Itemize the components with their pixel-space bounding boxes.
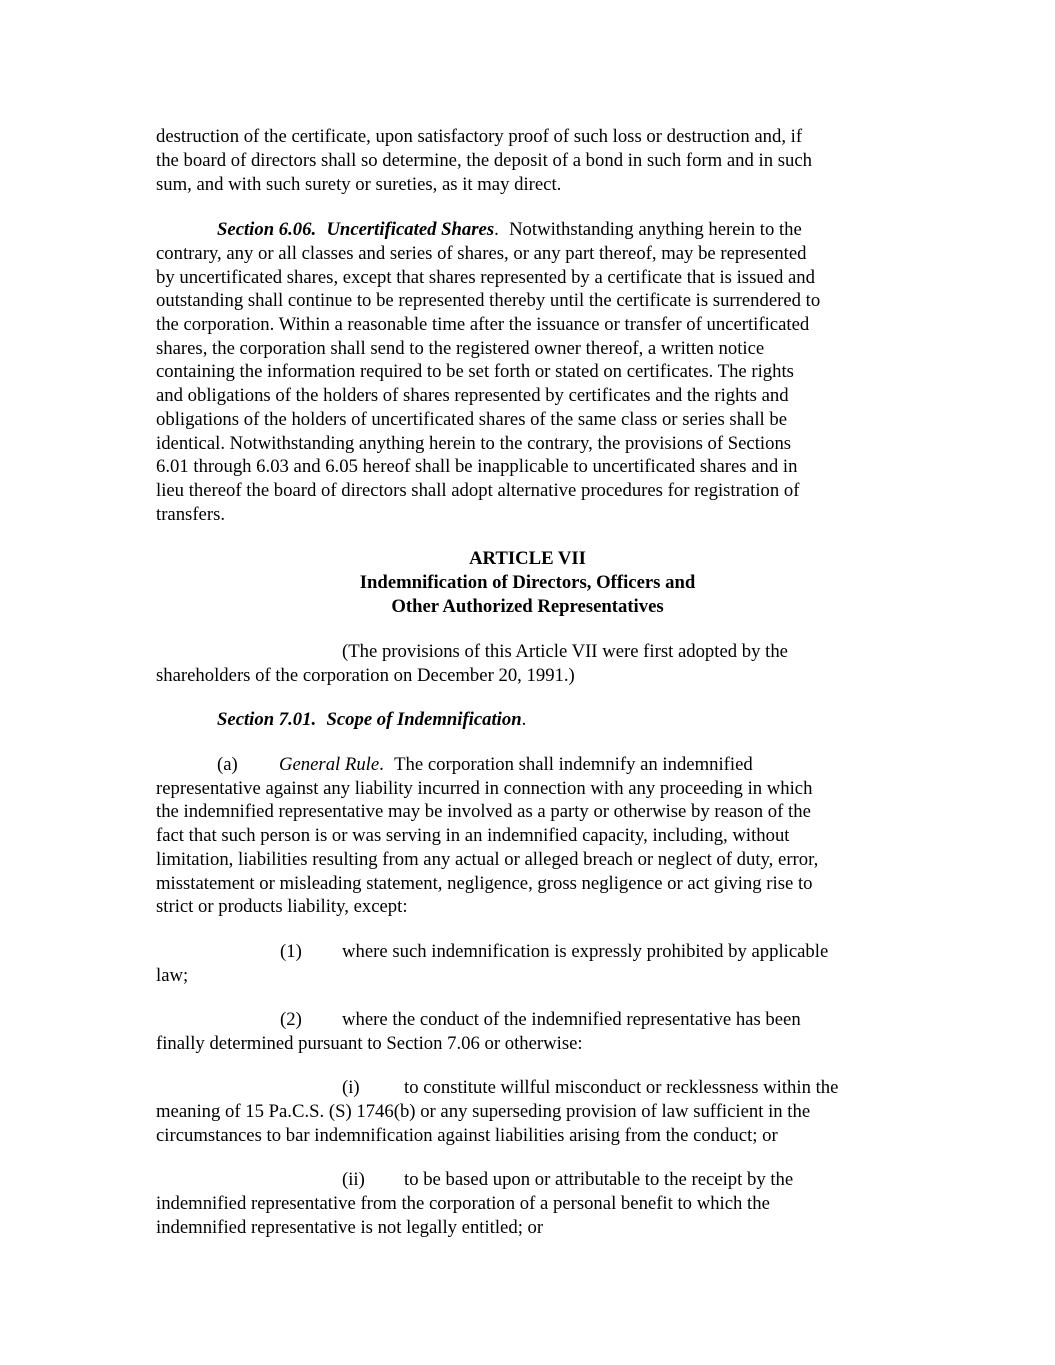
article-heading: ARTICLE VII <box>469 548 586 569</box>
note-line: (The provisions of this Article VII were first adopted by the <box>342 641 788 662</box>
body-text: Notwithstanding anything herein to the <box>509 219 802 240</box>
section-6-06-first-line: Section 6.06. Uncertificated Shares. Notwithstanding anything herein to the <box>217 219 802 240</box>
body-line: by uncertificated shares, except that shares represented by a certificate that is issued and <box>156 267 815 288</box>
subitem-label: (i) <box>342 1077 360 1098</box>
body-line: destruction of the certificate, upon satisfactory proof of such loss or destruction and, if <box>156 126 803 147</box>
body-line: indemnified representative from the corporation of a personal benefit to which the <box>156 1193 770 1214</box>
subitem-label: (ii) <box>342 1169 365 1190</box>
body-text: The corporation shall indemnify an indemnified <box>394 754 753 775</box>
section-title: Scope of Indemnification <box>326 709 522 730</box>
body-line: circumstances to bar indemnification against liabilities arising from the conduct; or <box>156 1125 778 1146</box>
body-line: fact that such person is or was serving in an indemnified capacity, including, without <box>156 825 790 846</box>
body-line: strict or products liability, except: <box>156 896 408 917</box>
item-2-first-line <box>280 1008 801 1032</box>
body-line: the indemnified representative may be involved as a party or otherwise by reason of the <box>156 801 811 822</box>
body-line: the corporation. Within a reasonable time after the issuance or transfer of uncertificated <box>156 314 810 335</box>
body-line: limitation, liabilities resulting from any actual or alleged breach or neglect of duty, error, <box>156 849 819 870</box>
body-text: where such indemnification is expressly prohibited by applicable <box>342 941 829 962</box>
item-label: (1) <box>280 941 302 962</box>
article-subtitle: Other Authorized Representatives <box>391 596 664 617</box>
body-line: the board of directors shall so determine, the deposit of a bond in such form and in such <box>156 150 812 171</box>
body-line: containing the information required to be set forth or stated on certificates. The rights <box>156 361 794 382</box>
body-line: indemnified representative is not legally entitled; or <box>156 1217 544 1238</box>
clause-a-first-line: (a) General Rule. The corporation shall indemnify an indemnified <box>217 754 753 775</box>
body-line: 6.01 through 6.03 and 6.05 hereof shall be inapplicable to uncertificated shares and in <box>156 456 798 477</box>
subitem-ii-first-line <box>342 1168 793 1192</box>
body-line: shares, the corporation shall send to the registered owner thereof, a written notice <box>156 338 765 359</box>
clause-title: General Rule <box>279 754 380 775</box>
section-number: Section 6.06. <box>217 219 317 240</box>
body-line: sum, and with such surety or sureties, as it may direct. <box>156 174 562 195</box>
body-line: contrary, any or all classes and series of shares, or any part thereof, may be represented <box>156 243 807 264</box>
body-line: finally determined pursuant to Section 7.06 or otherwise: <box>156 1033 583 1054</box>
body-line: outstanding shall continue to be represented thereby until the certificate is surrendered to <box>156 290 821 311</box>
body-line: transfers. <box>156 504 226 525</box>
body-line: obligations of the holders of uncertificated shares of the same class or series shall be <box>156 409 788 430</box>
body-line: lieu thereof the board of directors shall adopt alternative procedures for registration of <box>156 480 800 501</box>
body-line: and obligations of the holders of shares represented by certificates and the rights and <box>156 385 789 406</box>
clause-label: (a) <box>217 754 238 775</box>
body-line: representative against any liability incurred in connection with any proceeding in which <box>156 778 813 799</box>
section-number: Section 7.01. <box>217 709 317 730</box>
body-text: where the conduct of the indemnified representative has been <box>342 1009 801 1030</box>
body-line: identical. Notwithstanding anything herein to the contrary, the provisions of Sections <box>156 433 792 454</box>
subitem-i-first-line <box>342 1076 838 1100</box>
note-line: shareholders of the corporation on December 20, 1991.) <box>156 665 575 686</box>
body-line: law; <box>156 965 189 986</box>
item-1-first-line <box>280 940 828 964</box>
body-text: to be based upon or attributable to the receipt by the <box>404 1169 794 1190</box>
body-text: to constitute willful misconduct or recklessness within the <box>404 1077 839 1098</box>
section-title: Uncertificated Shares <box>326 219 495 240</box>
section-7-01-heading: Section 7.01. Scope of Indemnification. <box>217 709 527 730</box>
article-subtitle: Indemnification of Directors, Officers and <box>359 572 696 593</box>
item-label: (2) <box>280 1009 302 1030</box>
body-line: misstatement or misleading statement, negligence, gross negligence or act giving rise to <box>156 873 813 894</box>
body-line: meaning of 15 Pa.C.S. (S) 1746(b) or any superseding provision of law sufficient in the <box>156 1101 811 1122</box>
